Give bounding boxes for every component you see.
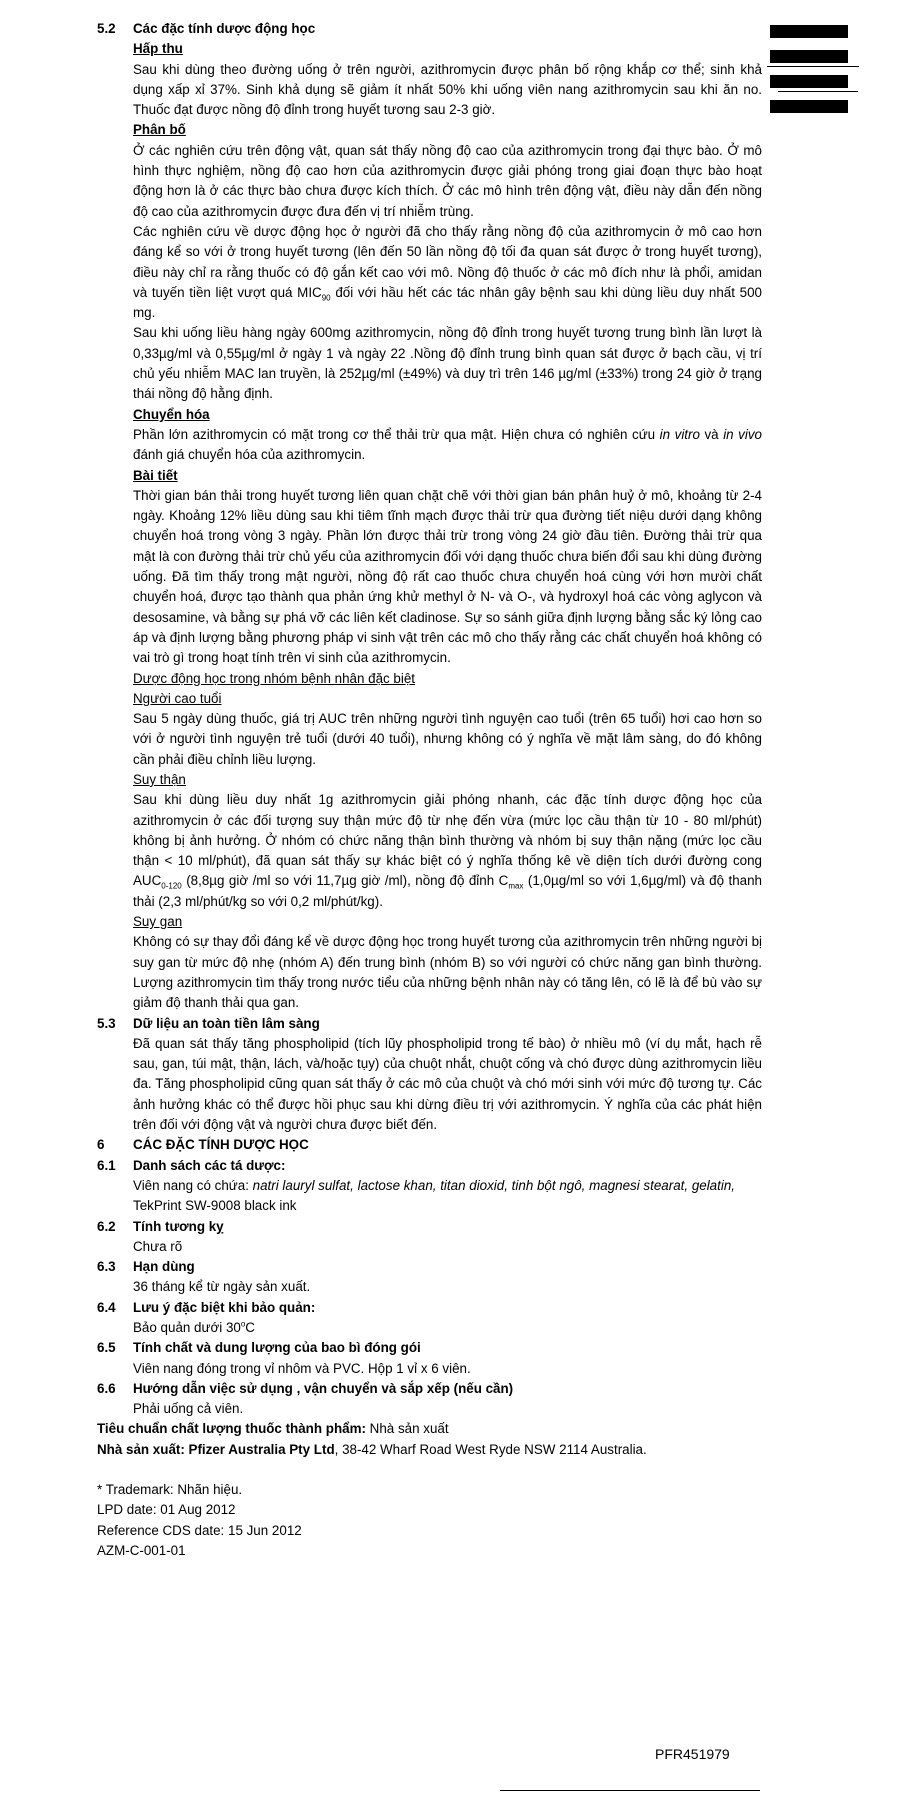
subheading-hepatic: Suy gan: [133, 914, 183, 930]
section-title: Tính tương kỵ: [133, 1218, 224, 1234]
renal-paragraph: [133, 790, 762, 912]
section-title: Hạn dùng: [133, 1259, 195, 1275]
section-6-3: [97, 1257, 762, 1277]
section-title: Các đặc tính dược động học: [133, 21, 316, 36]
thin-line-mark: [778, 91, 858, 92]
section-number: 6.4: [97, 1299, 116, 1315]
section-6-5: [97, 1338, 762, 1358]
subscript: 0-120: [161, 882, 182, 892]
hepatic-paragraph: Không có sự thay đổi đáng kể về dược động học trong huyết tương của azithromycin trên những người bị suy gan từ mức độ nhẹ (nhóm A) đến trung bình (nhóm B) so với người có chức năng gan bình thường. Lượng azithromycin tìm thấy trong nước tiểu của những bệnh nhân này có tăng lên, có lẽ là để bù vào sự giảm độ thanh thải qua gan.: [133, 934, 762, 1011]
section-title: Tính chất và dung lượng của bao bì đóng gói: [133, 1340, 421, 1356]
document-code: AZM-C-001-01: [97, 1542, 186, 1558]
incompatibility-text: Chưa rõ: [133, 1238, 183, 1254]
section-title: Danh sách các tá dược:: [133, 1157, 286, 1173]
thin-line-mark: [767, 66, 859, 67]
cds-date: Reference CDS date: 15 Jun 2012: [97, 1522, 302, 1538]
text-run: (8,8µg giờ /ml so với 11,7µg giờ /ml), nồng độ đỉnh C: [181, 873, 509, 889]
text-run: Phần lớn azithromycin có mặt trong cơ thể thải trừ qua mật. Hiện chưa có nghiên cứu: [133, 426, 660, 442]
text-run: Bảo quản dưới 30: [133, 1320, 241, 1335]
italic-text: in vivo: [723, 426, 762, 442]
section-number: 6.3: [97, 1259, 116, 1275]
text-run: và: [699, 426, 724, 442]
section-title: Dữ liệu an toàn tiền lâm sàng: [133, 1015, 320, 1031]
section-6-2: [97, 1217, 762, 1237]
manufacturer-address: , 38-42 Wharf Road West Ryde NSW 2114 Australia.: [334, 1441, 647, 1457]
manufacturer-line: [97, 1440, 762, 1460]
section-title: Hướng dẫn việc sử dụng , vận chuyển và sắp xếp (nếu cần): [133, 1380, 514, 1396]
text-run: đối với hầu hết các tác nhân gây bệnh sau khi dùng liều duy nhất 500 mg.: [133, 284, 762, 321]
distribution-paragraph-1: Ở các nghiên cứu trên động vật, quan sát thấy nồng độ cao của azithromycin trong đại thực bào. Ở mô hình thực nghiệm, nồng độ cao hơn của azithromycin được giải phóng trong giai đoạn thực bào hoạt động hơn là ở các thực bào chưa được kích thích. Ở các mô hình trên động vật, điều này dẫn đến nồng độ cao của azithromycin được đưa đến vị trí nhiễm trùng.: [133, 142, 762, 219]
text-run: Sau khi dùng liều duy nhất 1g azithromycin giải phóng nhanh, các đặc tính dược động học của azithromycin ở các đối tượng suy thận mức độ từ nhẹ đến vừa (mức lọc cầu thận từ 10 - 80 ml/phút) không bị ảnh hưởng. Ở nhóm có chức năng thận bình thường và nhóm bị suy thận nặng (mức lọc cầu thận < 10 ml/phút), đã quan sát thấy sự khác biệt có ý nghĩa thống kê về diện tích dưới đường cong AUC: [133, 792, 762, 889]
subheading-renal: Suy thận: [133, 771, 186, 787]
text-run: Viên nang có chứa:: [133, 1177, 253, 1193]
section-6: [97, 1135, 762, 1155]
section-6-1: [97, 1156, 762, 1176]
section-6-4: [97, 1298, 762, 1318]
section-number: 6.1: [97, 1157, 116, 1173]
section-number: 5.2: [97, 21, 116, 36]
subheading-elderly: Người cao tuổi: [133, 690, 222, 706]
lpd-date: LPD date: 01 Aug 2012: [97, 1502, 236, 1518]
section-number: 5.3: [97, 1015, 116, 1031]
distribution-paragraph-3: Sau khi uống liều hàng ngày 600mg azithromycin, nồng độ đỉnh trong huyết tương trung bình lần lượt là 0,33µg/ml và 0,55µg/ml ở ngày 1 và ngày 22 .Nồng độ đỉnh trung bình quan sát được ở bạch cầu, vị trí chủ yếu nhiễm MAC lan truyền, là 252µg/ml (±49%) và duy trì trên 146 µg/ml (±33%) trong 24 giờ ở trạng thái nồng độ hằng định.: [133, 325, 762, 402]
excipients-paragraph: [133, 1176, 762, 1196]
subheading-excretion: Bài tiết: [133, 467, 178, 483]
black-bar-mark: [770, 75, 848, 88]
bottom-rule: [500, 1790, 760, 1791]
storage-text: [133, 1318, 762, 1338]
document-body: [97, 19, 762, 1561]
section-title: CÁC ĐẶC TÍNH DƯỢC HỌC: [133, 1137, 309, 1153]
text-run: Các nghiên cứu về dược động học ở người đã cho thấy rằng nồng độ của azithromycin ở mô cao hơn đáng kể so với ở trong huyết tương (lên đến 50 lần nồng độ tối đa quan sát được ở trong huyết tương), điều này chỉ ra rằng thuốc có độ gắn kết cao với mô. Nồng độ thuốc ở các mô đích như là phổi, amidan và tuyến tiền liệt vượt quá MIC: [133, 223, 762, 300]
footer-code: PFR451979: [655, 1746, 730, 1762]
section-number: 6.5: [97, 1340, 116, 1356]
excretion-paragraph: Thời gian bán thải trong huyết tương liên quan chặt chẽ với thời gian bán phân huỷ ở mô, khoảng từ 2-4 ngày. Khoảng 12% liều dùng sau khi tiêm tĩnh mạch được thải trừ qua đường tiết niệu dưới dạng không chuyển hoá trong vòng 3 ngày. Phần lớn được thải trừ trong vòng 24 giờ đầu tiên. Đường thải trừ qua mật là con đường thải trừ chủ yếu của azithromycin đối với dạng thuốc chưa biến đổi sau khi dùng đường uống. Đã tìm thấy trong mật người, nồng độ rất cao thuốc chưa chuyển hoá cùng với hơn mười chất chuyển hoá, được tạo thành qua phản ứng khử methyl ở N- và O-, và hydroxyl hoá các vòng aglycon và desosamine, và bằng sự phá vỡ các liên kết cladinose. Sự so sánh giữa định lượng bằng sắc ký lỏng cao áp và định lượng bằng phương pháp vi sinh vật trên các mô cho thấy rằng các chất chuyển hoá không có vai trò gì trong hoạt tính trên vi sinh của azithromycin.: [133, 487, 762, 666]
subheading-absorption: Hấp thu: [133, 41, 183, 57]
subheading-metabolism: Chuyển hóa: [133, 406, 210, 422]
usage-text: Phải uống cả viên.: [133, 1401, 244, 1417]
superscript: o: [240, 1319, 246, 1329]
metabolism-paragraph: [133, 425, 762, 466]
black-bar-mark: [770, 50, 848, 63]
subscript: max: [508, 882, 524, 892]
excipients-ink: TekPrint SW-9008 black ink: [133, 1198, 297, 1214]
black-bar-mark: [770, 25, 848, 38]
absorption-paragraph: Sau khi dùng theo đường uống ở trên người, azithromycin được phân bố rộng khắp cơ thể; sinh khả dụng xấp xỉ 37%. Sinh khả dụng sẽ giảm ít nhất 50% khi uống viên nang azithromycin sau khi ăn no. Thuốc đạt được nồng độ đỉnh trong huyết tương sau 2-3 giờ.: [133, 61, 762, 118]
spacer: [97, 1460, 762, 1480]
black-bar-mark: [770, 100, 848, 113]
registration-marks: [770, 25, 870, 115]
manufacturer-label: Nhà sản xuất:: [97, 1441, 185, 1457]
distribution-paragraph-2: [133, 222, 762, 323]
standard-label: Tiêu chuẩn chất lượng thuốc thành phẩm:: [97, 1421, 366, 1437]
manufacturer-name: Pfizer Australia Pty Ltd: [184, 1441, 335, 1457]
elderly-paragraph: Sau 5 ngày dùng thuốc, giá trị AUC trên những người tình nguyện cao tuổi (trên 65 tuổi) hơi cao hơn so với ở người tình nguyện trẻ tuổi (dưới 40 tuổi), nhưng không có ý nghĩa về mặt lâm sàng, do đó không cần phải điều chỉnh liều lượng.: [133, 711, 762, 767]
shelf-life-text: 36 tháng kể từ ngày sản xuất.: [133, 1279, 311, 1295]
quality-standard: [97, 1419, 762, 1439]
text-run: C: [245, 1320, 255, 1335]
subscript: 90: [321, 293, 331, 303]
subheading-special-populations: Dược động học trong nhóm bệnh nhân đặc biệt: [133, 670, 416, 686]
trademark-note: * Trademark: Nhãn hiệu.: [97, 1482, 243, 1498]
packaging-text: Viên nang đóng trong vỉ nhôm và PVC. Hộp 1 vỉ x 6 viên.: [133, 1360, 471, 1376]
section-5-2: [97, 19, 762, 39]
section-number: 6: [97, 1137, 105, 1153]
italic-text: in vitro: [659, 426, 700, 442]
section-number: 6.6: [97, 1380, 116, 1396]
subheading-distribution: Phân bố: [133, 122, 186, 138]
preclinical-paragraph: Đã quan sát thấy tăng phospholipid (tích lũy phospholipid trong tế bào) ở nhiều mô (ví dụ mắt, hạch rễ sau, gan, túi mật, thận, lách, và/hoặc tụy) của chuột nhắt, chuột cống và chó được dùng azithromycin liều đa. Tăng phospholipid cũng quan sát thấy ở các mô của chuột và chó mới sinh với mức độ tương tự. Các ảnh hưởng khác có thể được hồi phục sau khi dừng điều trị với azithromycin. Ý nghĩa của các phát hiện trên đối với động vật và người chưa được biết đến.: [133, 1035, 762, 1133]
standard-value: Nhà sản xuất: [365, 1421, 449, 1437]
text-run: (1,0µg/ml so với 1,6µg/ml) và độ thanh thải (2,3 ml/phút/kg so với 0,2 ml/phút/kg).: [133, 873, 762, 909]
section-6-6: [97, 1379, 762, 1399]
text-run: đánh giá chuyển hóa của azithromycin.: [133, 447, 366, 463]
italic-text: natri lauryl sulfat, lactose khan, titan dioxid, tinh bột ngô, magnesi stearat, gelatin,: [252, 1177, 735, 1193]
section-5-3: [97, 1014, 762, 1034]
section-number: 6.2: [97, 1218, 116, 1234]
section-title: Lưu ý đặc biệt khi bảo quản:: [133, 1299, 316, 1315]
